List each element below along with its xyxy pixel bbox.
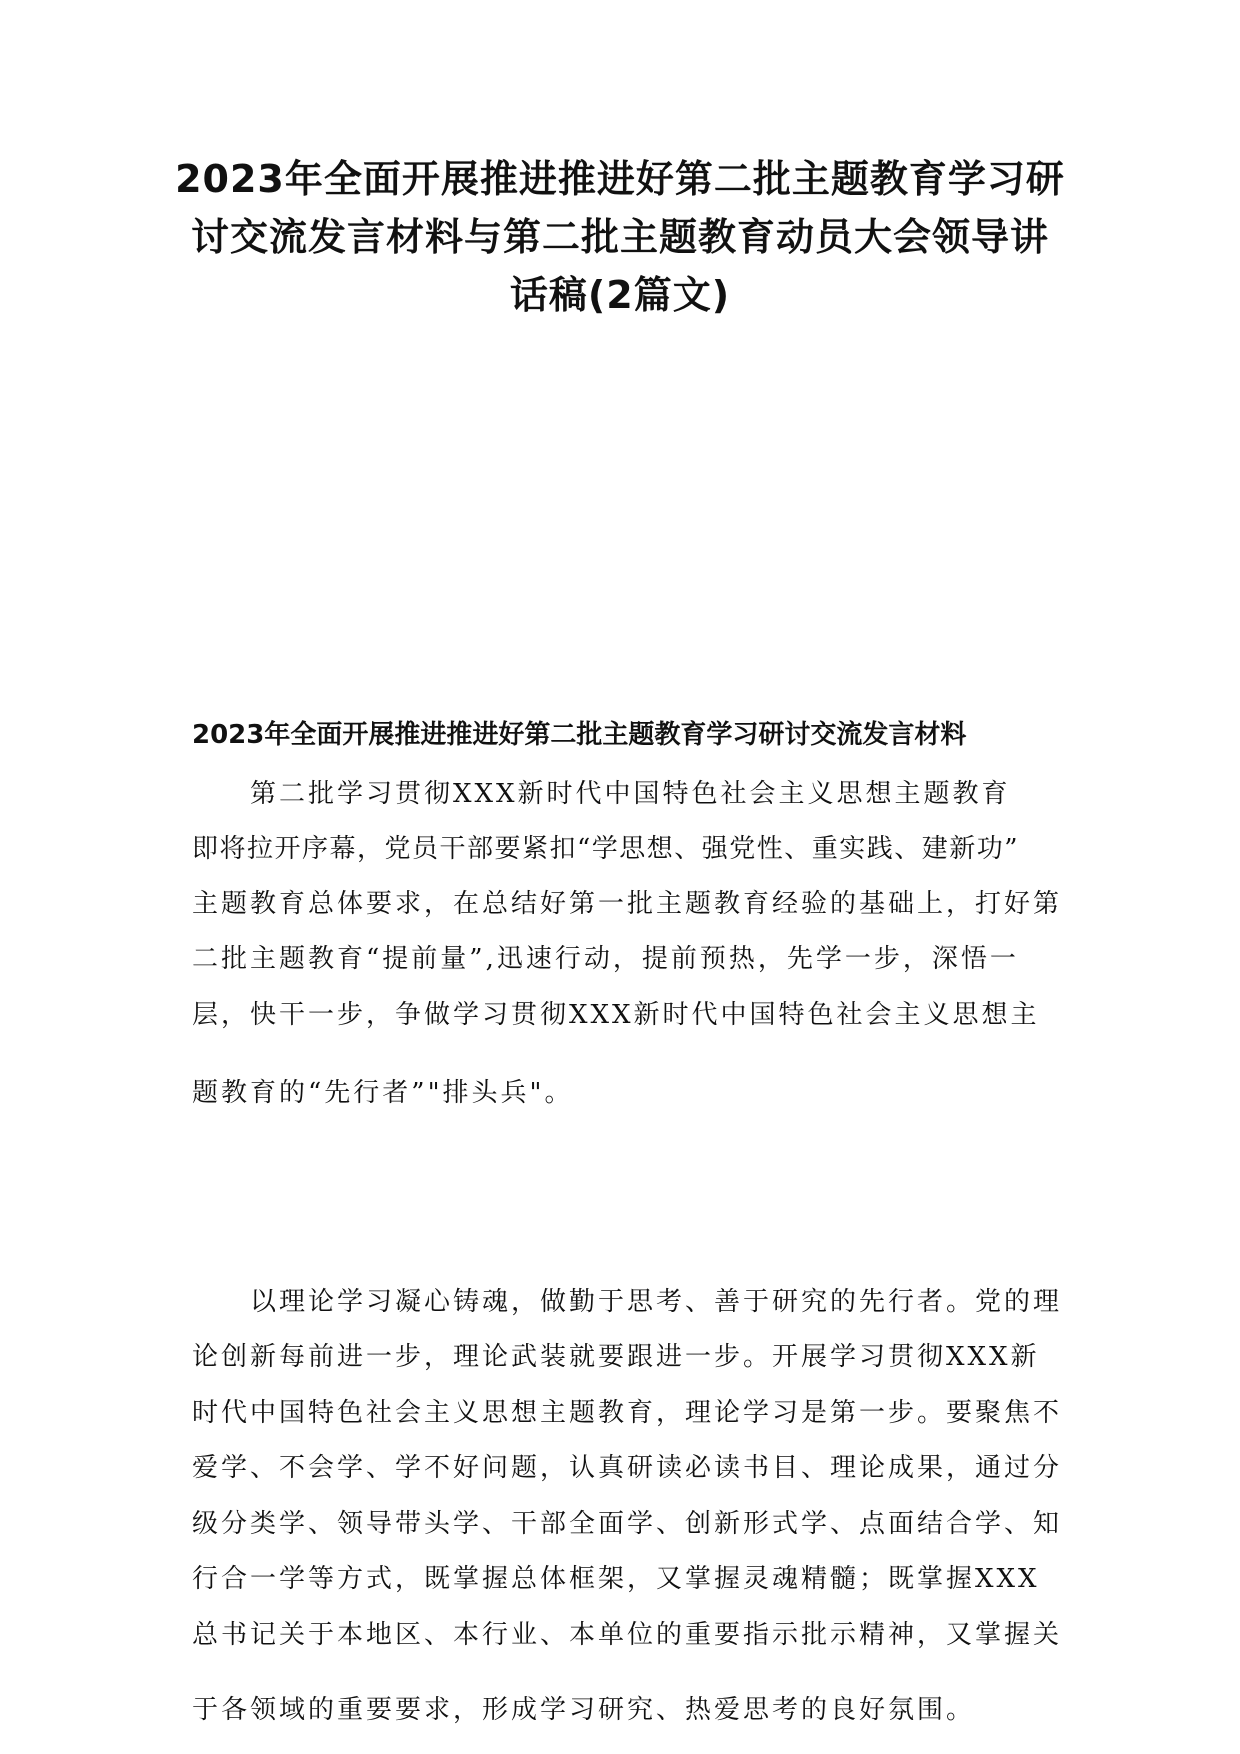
paragraph-2-line-5: 级分类学、领导带头学、干部全面学、创新形式学、点面结合学、知 xyxy=(192,1509,1063,1539)
paragraph-2-line-2: 论创新每前进一步，理论武装就要跟进一步。开展学习贯彻XXX新 xyxy=(192,1342,1040,1372)
paragraph-1-line-5: 层，快干一步，争做学习贯彻XXX新时代中国特色社会主义思想主 xyxy=(192,1000,1040,1030)
title-line-1: 2023年全面开展推进推进好第二批主题教育学习研 xyxy=(175,157,1065,201)
paragraph-1-line-6: 题教育的“先行者”"排头兵"。 xyxy=(192,1078,574,1108)
paragraph-1-line-4: 二批主题教育“提前量”,迅速行动，提前预热，先学一步，深悟一 xyxy=(192,944,1019,974)
title-line-3: 话稿(2篇文) xyxy=(509,273,731,317)
paragraph-2-line-8: 于各领域的重要要求，形成学习研究、热爱思考的良好氛围。 xyxy=(192,1695,976,1725)
paragraph-1-line-2: 即将拉开序幕，党员干部要紧扣“学思想、强党性、重实践、建新功” xyxy=(192,834,1020,864)
paragraph-2-line-7: 总书记关于本地区、本行业、本单位的重要指示批示精神，又掌握关 xyxy=(192,1620,1063,1650)
document-title xyxy=(170,150,1070,324)
paragraph-2-line-6: 行合一学等方式，既掌握总体框架，又掌握灵魂精髓；既掌握XXX xyxy=(192,1564,1040,1594)
paragraph-2-line-3: 时代中国特色社会主义思想主题教育，理论学习是第一步。要聚焦不 xyxy=(192,1398,1063,1428)
paragraph-2-line-4: 爱学、不会学、学不好问题，认真研读必读书目、理论成果，通过分 xyxy=(192,1453,1063,1483)
section-heading: 2023年全面开展推进推进好第二批主题教育学习研讨交流发言材料 xyxy=(192,720,967,750)
title-line-2: 讨交流发言材料与第二批主题教育动员大会领导讲 xyxy=(190,215,1049,259)
paragraph-2-line-1: 以理论学习凝心铸魂，做勤于思考、善于研究的先行者。党的理 xyxy=(250,1287,1063,1317)
paragraph-1-line-3: 主题教育总体要求，在总结好第一批主题教育经验的基础上，打好第 xyxy=(192,889,1063,919)
paragraph-1-line-1: 第二批学习贯彻XXX新时代中国特色社会主义思想主题教育 xyxy=(250,779,1011,809)
